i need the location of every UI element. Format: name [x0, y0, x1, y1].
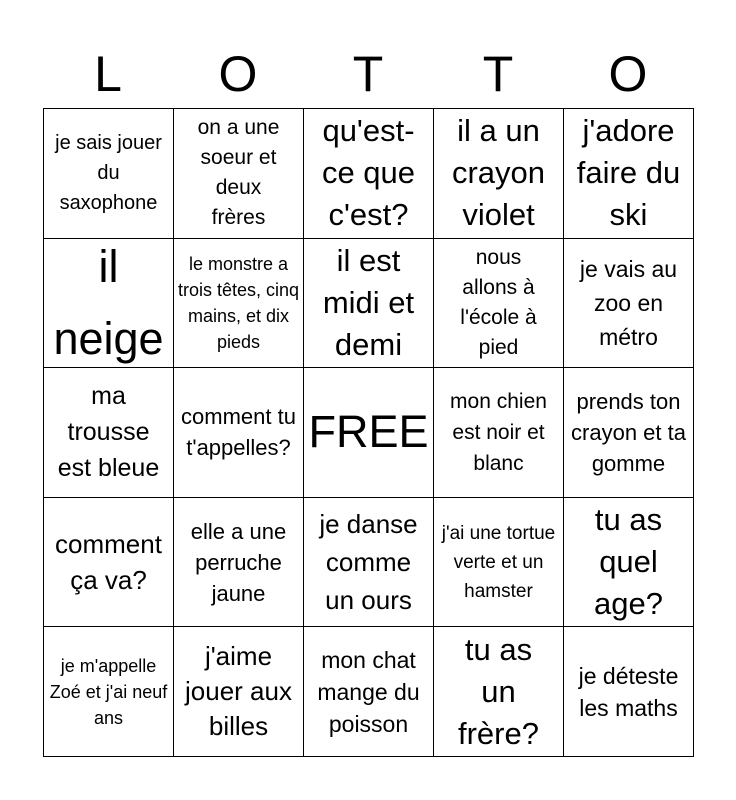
cell-text: j'aime jouer aux billes [185, 641, 292, 742]
lotto-cell[interactable] [434, 239, 564, 369]
lotto-cell[interactable] [174, 627, 304, 757]
cell-text: le monstre a trois têtes, cinq mains, et dix pieds [177, 253, 300, 352]
cell-text: tu as quel age? [594, 502, 663, 622]
lotto-cell[interactable] [44, 498, 174, 628]
lotto-cell[interactable] [174, 498, 304, 628]
cell-text: je m'appelle Zoé et j'ai neuf ans [49, 655, 168, 728]
cell-text: elle a une perruche jaune [190, 518, 287, 606]
lotto-cell[interactable] [174, 109, 304, 239]
lotto-cell[interactable] [434, 498, 564, 628]
cell-text: nous allons à l'école à pied [460, 245, 537, 359]
lotto-cell[interactable] [434, 627, 564, 757]
title-letter-t-2: T [482, 46, 514, 102]
cell-text: j'ai une tortue verte et un hamster [441, 522, 556, 602]
lotto-cell[interactable] [174, 368, 304, 498]
cell-text: je déteste les maths [578, 662, 679, 721]
lotto-cell[interactable] [304, 627, 434, 757]
lotto-board [43, 108, 694, 757]
title-letter-o: O [218, 46, 258, 102]
cell-text: mon chien est noir et blanc [450, 389, 547, 475]
cell-text: je vais au zoo en métro [579, 255, 678, 350]
lotto-cell[interactable] [564, 368, 694, 498]
lotto-cell[interactable] [304, 109, 434, 239]
lotto-cell[interactable] [434, 109, 564, 239]
lotto-cell[interactable] [174, 239, 304, 369]
cell-text: comment ça va? [55, 529, 162, 596]
cell-text: prends ton crayon et ta gomme [571, 388, 686, 476]
lotto-cell[interactable] [44, 368, 174, 498]
lotto-cell[interactable] [564, 239, 694, 369]
cell-text: ma trousse est bleue [57, 382, 160, 483]
cell-text: je danse comme un ours [319, 509, 418, 616]
lotto-cell[interactable] [304, 498, 434, 628]
lotto-cell[interactable] [564, 498, 694, 628]
cell-text: tu as un frère? [458, 631, 539, 751]
lotto-cell[interactable] [304, 239, 434, 369]
cell-text: je sais jouer du saxophone [55, 132, 162, 215]
cell-text: comment tu t'appelles? [181, 404, 296, 461]
lotto-cell[interactable] [44, 239, 174, 369]
lotto-cell[interactable] [44, 627, 174, 757]
cell-text: il est midi et demi [322, 242, 415, 362]
title-letter-t: T [352, 46, 384, 102]
lotto-cell[interactable] [434, 368, 564, 498]
cell-text: FREE [308, 406, 429, 458]
cell-text: il neige [53, 240, 164, 364]
title-letter-o-2: O [608, 46, 648, 102]
free-space[interactable] [304, 368, 434, 498]
cell-text: on a une soeur et deux frères [197, 116, 280, 230]
cell-text: mon chat mange du poisson [317, 646, 420, 737]
lotto-title [43, 44, 693, 104]
lotto-cell[interactable] [564, 109, 694, 239]
lotto-cell[interactable] [44, 109, 174, 239]
lotto-cell[interactable] [564, 627, 694, 757]
cell-text: qu'est-ce que c'est? [321, 113, 416, 233]
cell-text: il a un crayon violet [451, 113, 546, 233]
title-letter-l: L [94, 46, 122, 102]
cell-text: j'adore faire du ski [576, 113, 681, 233]
